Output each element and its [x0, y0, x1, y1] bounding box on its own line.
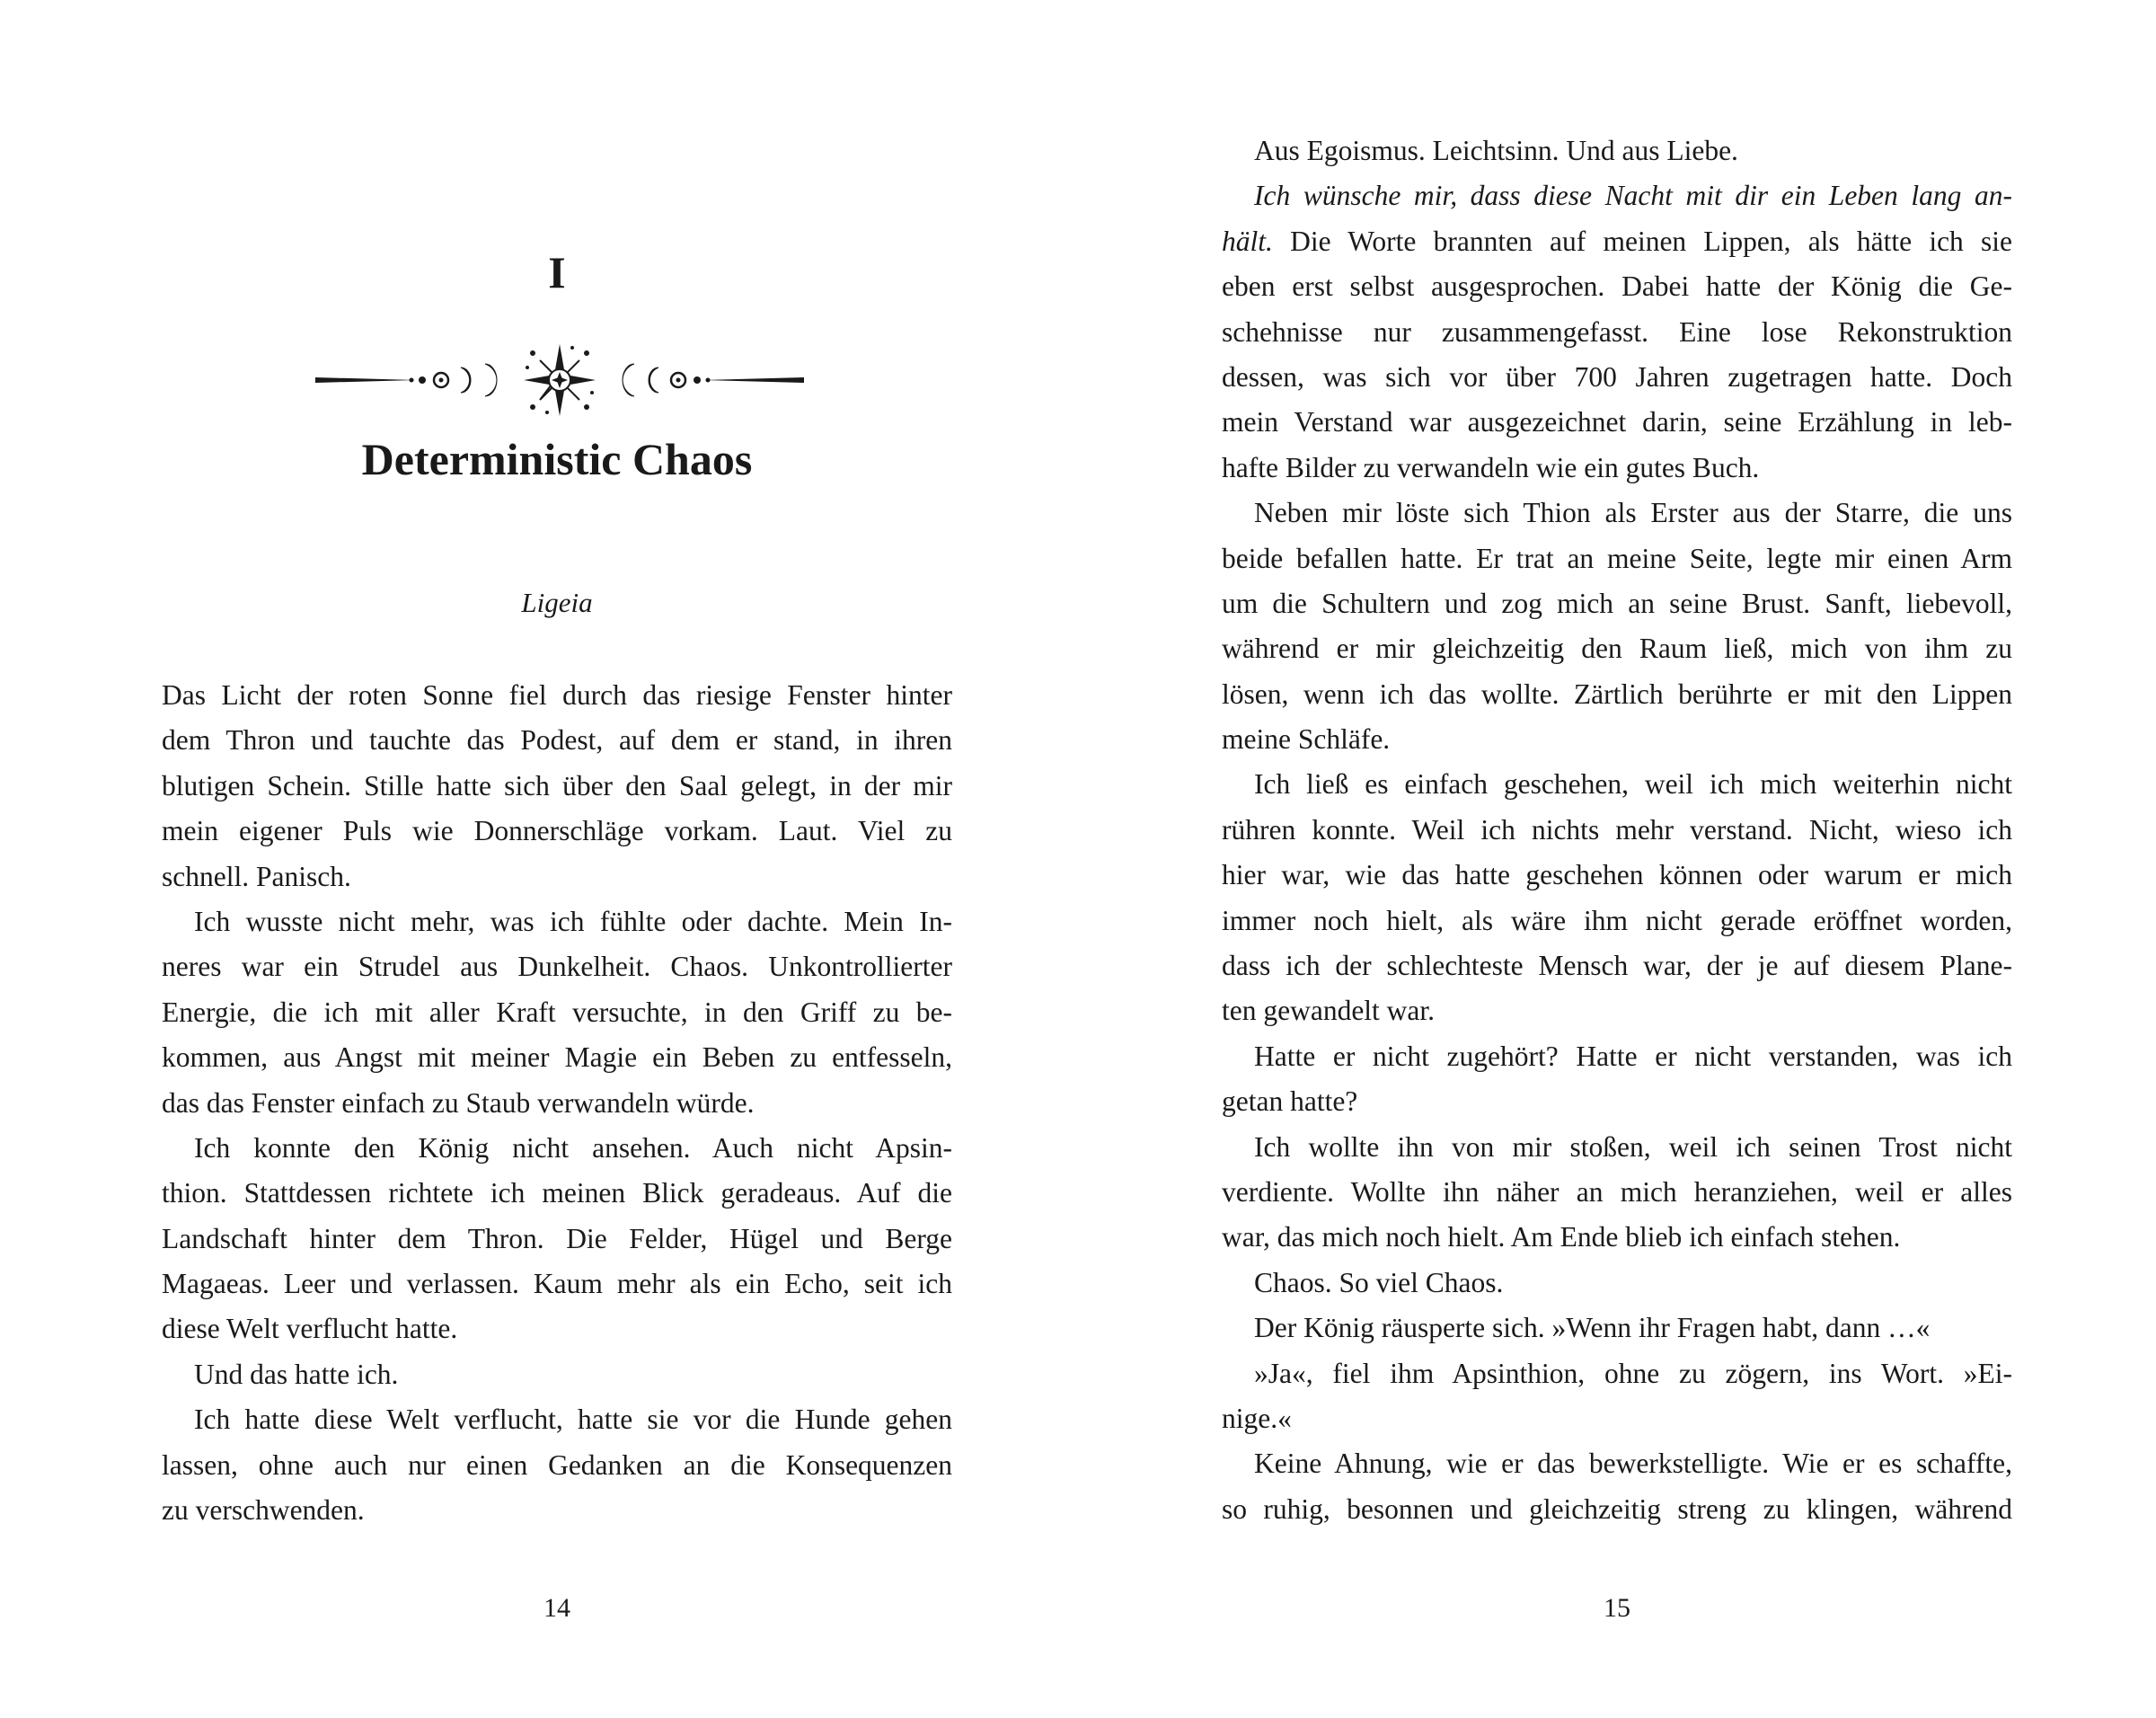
- text-line: zu verschwenden.: [162, 1494, 365, 1527]
- text-line: kommen, aus Angst mit meiner Magie ein Beben zu entfesseln,: [162, 1041, 952, 1074]
- text-line: »Ja«, fiel ihm Apsinthion, ohne zu zögern, ins Wort. »Ei-: [1254, 1357, 2012, 1389]
- text-line: Ich wünsche mir, dass diese Nacht mit dir ein Leben lang an-: [1254, 180, 2012, 212]
- text-line: lassen, ohne auch nur einen Gedanken an die Konsequenzen: [162, 1448, 952, 1481]
- text-line: beide befallen hatte. Er trat an meine Seite, legte mir einen Arm: [1222, 542, 2012, 574]
- text-line: Hatte er nicht zugehört? Hatte er nicht verstanden, was ich: [1254, 1040, 2012, 1072]
- text-line: Ich ließ es einfach geschehen, weil ich mich weiterhin nicht: [1254, 768, 2012, 801]
- text-line: meine Schläfe.: [1222, 723, 1391, 756]
- text-line: Ich konnte den König nicht ansehen. Auch nicht Apsin-: [194, 1131, 952, 1164]
- text-line: Ich wollte ihn von mir stoßen, weil ich seinen Trost nicht: [1254, 1130, 2012, 1163]
- text-line: eben erst selbst ausgesprochen. Dabei hatte der König die Ge-: [1222, 270, 2012, 303]
- text-line: Aus Egoismus. Leichtsinn. Und aus Liebe.: [1254, 135, 1738, 166]
- text-line: [1222, 219, 2012, 264]
- text-line: Der König räusperte sich. »Wenn ihr Fragen habt, dann …«: [1254, 1312, 1931, 1344]
- page-number: 15: [1604, 1593, 1630, 1623]
- text-line: getan hatte?: [1222, 1085, 1358, 1118]
- text-line: dessen, was sich vor über 700 Jahren zugetragen hatte. Doch: [1222, 360, 2012, 393]
- text-line: das das Fenster einfach zu Staub verwandeln würde.: [162, 1086, 755, 1119]
- text-line: verdiente. Wollte ihn näher an mich heranziehen, weil er alles: [1222, 1175, 2012, 1208]
- text-fragment: Die Worte brannten auf meinen Lippen, als hätte ich sie: [1272, 225, 2012, 257]
- text-line: schnell. Panisch.: [162, 860, 351, 892]
- text-line: Magaeas. Leer und verlassen. Kaum mehr als ein Echo, seit ich: [162, 1268, 952, 1300]
- text-line: nige.«: [1222, 1402, 1292, 1434]
- right-body-text: [1222, 128, 2012, 1532]
- text-line: Neben mir löste sich Thion als Erster aus der Starre, die uns: [1254, 497, 2012, 529]
- pov-character-name: Ligeia: [521, 587, 593, 618]
- chapter-title: Deterministic Chaos: [361, 434, 753, 484]
- text-line: war, das mich noch hielt. Am Ende blieb ich einfach stehen.: [1222, 1221, 1901, 1253]
- text-line: mein eigener Puls wie Donnerschläge vorkam. Laut. Viel zu: [162, 815, 952, 847]
- text-line: ten gewandelt war.: [1222, 995, 1436, 1027]
- ornament-line-left: [315, 377, 416, 383]
- left-body-text: [162, 673, 952, 1533]
- text-line: schehnisse nur zusammengefasst. Eine lose Rekonstruktion: [1222, 315, 2012, 348]
- ornament-line-right: [703, 377, 804, 383]
- text-line: blutigen Schein. Stille hatte sich über den Saal gelegt, in der mir: [162, 769, 952, 801]
- moon-phase-ornament: [308, 340, 811, 421]
- text-line: Ich hatte diese Welt verflucht, hatte sie vor die Hunde gehen: [194, 1404, 952, 1436]
- text-line: hier war, wie das hatte geschehen können oder warum er mich: [1222, 859, 2012, 891]
- star-icon: [524, 344, 596, 416]
- text-line: Keine Ahnung, wie er das bewerkstelligte. Wie er es schaffte,: [1254, 1448, 2012, 1480]
- text-line: thion. Stattdessen richtete ich meinen Blick geradeaus. Auf die: [162, 1177, 952, 1209]
- text-fragment-italic: hält.: [1222, 225, 1273, 257]
- chapter-number: I: [548, 247, 566, 297]
- text-line: Das Licht der roten Sonne fiel durch das riesige Fenster hinter: [162, 679, 952, 711]
- page-number: 14: [543, 1593, 570, 1623]
- text-line: immer noch hielt, als wäre ihm nicht gerade eröffnet worden,: [1222, 904, 2012, 936]
- text-line: rühren konnte. Weil ich nichts mehr verstand. Nicht, wieso ich: [1222, 813, 2012, 846]
- text-line: Energie, die ich mit aller Kraft versuchte, in den Griff zu be-: [162, 996, 952, 1028]
- text-line: mein Verstand war ausgezeichnet darin, seine Erzählung in leb-: [1222, 406, 2012, 438]
- text-line: so ruhig, besonnen und gleichzeitig streng zu klingen, während: [1222, 1492, 2012, 1525]
- text-line: Chaos. So viel Chaos.: [1254, 1266, 1504, 1298]
- text-line: Und das hatte ich.: [194, 1358, 399, 1390]
- text-line: dass ich der schlechteste Mensch war, der je auf diesem Plane-: [1222, 950, 2012, 982]
- right-page: [1078, 0, 2156, 1718]
- text-line: dem Thron und tauchte das Podest, auf dem er stand, in ihren: [162, 724, 952, 757]
- text-line: Landschaft hinter dem Thron. Die Felder, Hügel und Berge: [162, 1222, 952, 1254]
- text-line: während er mir gleichzeitig den Raum ließ, mich von ihm zu: [1222, 633, 2012, 665]
- text-line: neres war ein Strudel aus Dunkelheit. Chaos. Unkontrollierter: [162, 951, 952, 983]
- text-line: um die Schultern und zog mich an seine Brust. Sanft, liebevoll,: [1222, 587, 2012, 619]
- text-line: Ich wusste nicht mehr, was ich fühlte oder dachte. Mein In-: [194, 905, 952, 937]
- text-line: lösen, wenn ich das wollte. Zärtlich berührte er mit den Lippen: [1222, 677, 2012, 710]
- text-line: diese Welt verflucht hatte.: [162, 1313, 458, 1345]
- text-line: hafte Bilder zu verwandeln wie ein gutes Buch.: [1222, 451, 1760, 483]
